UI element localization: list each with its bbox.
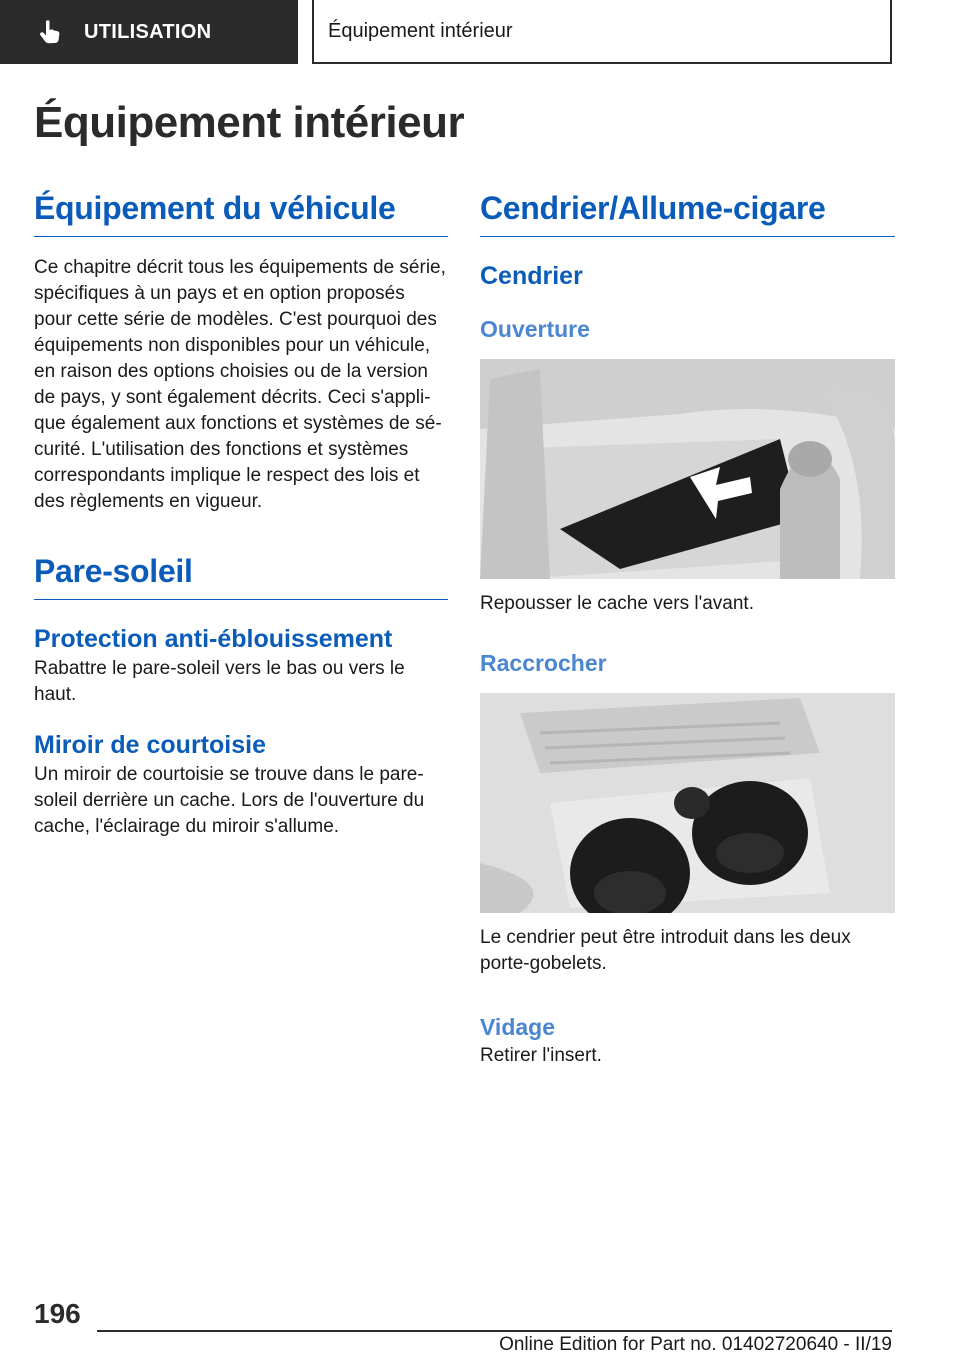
left-column xyxy=(34,186,448,840)
paragraph-line: Ce chapitre décrit tous les équipements de série, xyxy=(34,257,446,278)
breadcrumb-text: Équipement intérieur xyxy=(328,19,513,42)
vanity-mirror-paragraph xyxy=(34,762,448,840)
paragraph-line: équipements non disponibles pour un véhicule, xyxy=(34,335,431,356)
footer-divider xyxy=(97,1330,892,1332)
edition-note: Online Edition for Part no. 01402720640 - II/19 xyxy=(499,1334,892,1355)
paragraph-line: curité. L'utilisation des fonctions et systèmes xyxy=(34,439,409,460)
paragraph-line: en raison des options choisies ou de la version xyxy=(34,361,428,382)
heading-ashtray: Cendrier xyxy=(480,262,583,290)
paragraph-line: Un miroir de courtoisie se trouve dans le pare- xyxy=(34,764,424,785)
paragraph-line: correspondants implique le respect des lois et xyxy=(34,465,420,486)
paragraph-line: cache, l'éclairage du miroir s'allume. xyxy=(34,816,340,837)
paragraph-line: Le cendrier peut être introduit dans les deux xyxy=(480,927,851,948)
heading-ashtray-lighter: Cendrier/Allume-cigare xyxy=(480,186,895,237)
paragraph-line: des règlements en vigueur. xyxy=(34,491,263,512)
anti-glare-text: Rabattre le pare-soleil vers le bas ou vers le haut. xyxy=(34,658,405,705)
heading-vanity-mirror: Miroir de courtoisie xyxy=(34,731,266,759)
section-tab xyxy=(0,0,298,64)
paragraph-line: spécifiques à un pays et en option proposés xyxy=(34,283,405,304)
page-title: Équipement intérieur xyxy=(34,98,465,147)
hook-paragraph xyxy=(480,925,895,977)
vehicle-paragraph xyxy=(34,255,448,515)
heading-emptying: Vidage xyxy=(480,1014,555,1040)
paragraph-line: de pays, y sont également décrits. Ceci s'appli‐ xyxy=(34,387,431,408)
emptying-text: Retirer l'insert. xyxy=(480,1045,602,1066)
heading-vehicle-equipment: Équipement du véhicule xyxy=(34,186,448,237)
heading-hook-in: Raccrocher xyxy=(480,650,607,676)
section-label: UTILISATION xyxy=(84,20,212,43)
heading-opening: Ouverture xyxy=(480,316,590,342)
pointing-hand-icon xyxy=(36,18,64,46)
breadcrumb xyxy=(312,0,892,64)
opening-caption: Repousser le cache vers l'avant. xyxy=(480,593,754,614)
paragraph-line: porte-gobelets. xyxy=(480,953,607,974)
page-number: 196 xyxy=(34,1298,81,1329)
right-column xyxy=(480,186,895,1069)
ashtray-cupholder-illustration xyxy=(480,693,895,913)
ashtray-opening-illustration xyxy=(480,359,895,579)
paragraph-line: soleil derrière un cache. Lors de l'ouverture du xyxy=(34,790,425,811)
heading-anti-glare: Protection anti-éblouissement xyxy=(34,625,393,653)
paragraph-line: pour cette série de modèles. C'est pourquoi des xyxy=(34,309,437,330)
heading-sun-visor: Pare-soleil xyxy=(34,549,448,600)
paragraph-line: que également aux fonctions et systèmes de sé‐ xyxy=(34,413,442,434)
